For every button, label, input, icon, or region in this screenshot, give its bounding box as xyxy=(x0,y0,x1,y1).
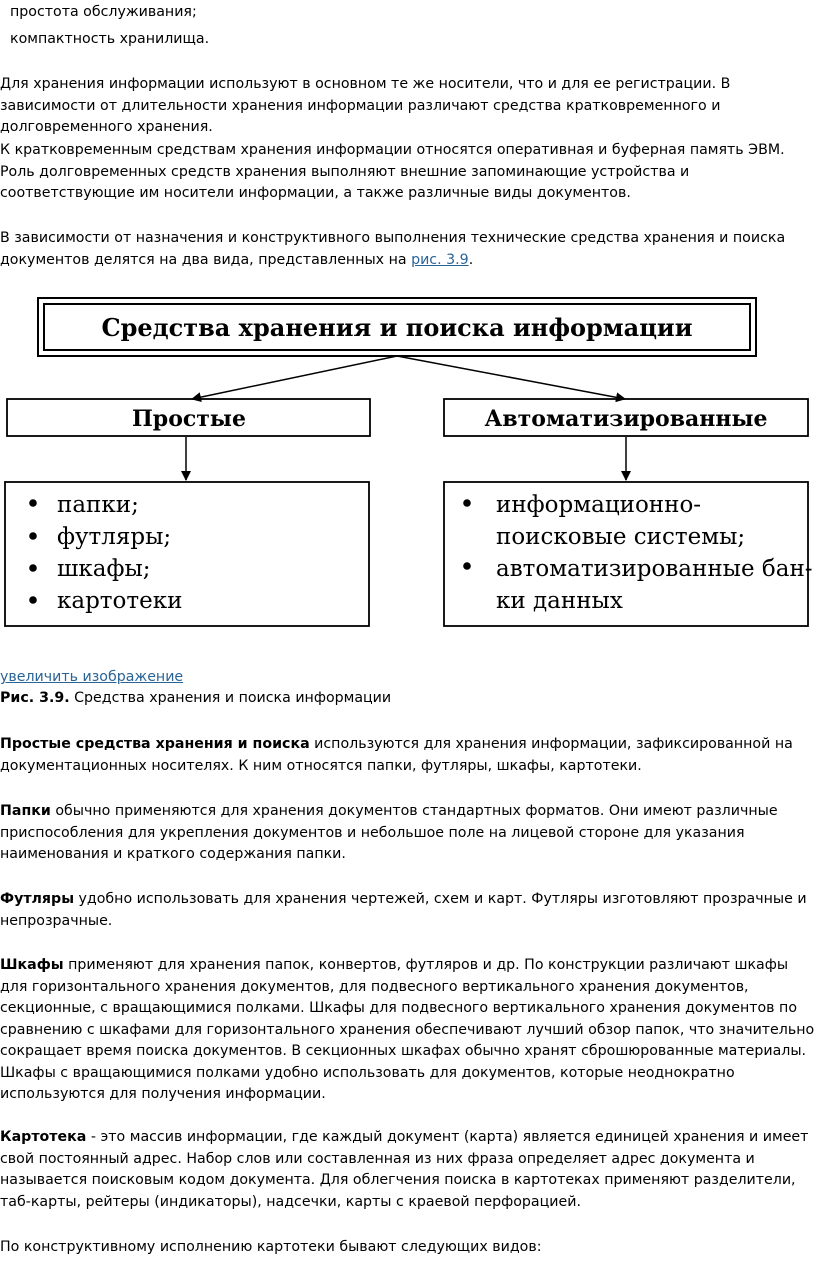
bullet-icon xyxy=(463,562,471,570)
paragraph-cabinets: Шкафы применяют для хранения папок, конвертов, футляров и др. По конструкции различают шкафы для горизонтального хранения документов, для подвесного вертикального хранения документов, секционные, с вращающимися полками. Шкафы для подвесного вертикального хранения документов по сравнению с шкафами для горизонтального хранения обеспечивают лучший обзор папок, что значительно сокращает время поиска документов. В секционных шкафах обычно хранят сброшюрованные материалы. Шкафы с вращающимися полками удобно использовать для документов, которые неоднократно используются для получения информации. xyxy=(0,957,815,1102)
simple-title: Простые xyxy=(132,406,246,432)
bullet-icon xyxy=(29,564,37,572)
paragraph-card-index: Картотека - это массив информации, где каждый документ (карта) является единицей хранения и имеет свой постоянный адрес. Набор слов или составленная из них фраза определяет адрес документа и называется поисковым кодом документа. Для облегчения поиска в картотеках применяют разделители, таб-карты, рейтеры (индикаторы), надсечки, карты с краевой перфорацией. xyxy=(0,1129,809,1210)
bullet-icon xyxy=(29,596,37,604)
automated-item: информационно- xyxy=(496,492,702,518)
arrow-to-automated xyxy=(397,356,625,399)
automated-item: автоматизированные бан- xyxy=(496,556,813,582)
list-item: простота обслуживания; xyxy=(10,4,197,20)
paragraph-storage-media: Для хранения информации используют в основном те же носители, что и для ее регистрации. В зависимости от длительности хранения информации различают средства кратковременного и долговременного хранения. xyxy=(0,76,731,135)
diagram-title: Средства хранения и поиска информации xyxy=(101,313,693,342)
simple-item: шкафы; xyxy=(57,556,151,582)
automated-item: ки данных xyxy=(496,588,623,614)
list-item: компактность хранилища. xyxy=(10,31,210,47)
automated-title: Автоматизированные xyxy=(484,406,768,432)
arrow-to-simple xyxy=(192,356,397,399)
bullet-icon xyxy=(29,499,37,507)
enlarge-row xyxy=(0,667,816,689)
bullet-icon xyxy=(463,499,471,507)
simple-item: папки; xyxy=(57,492,139,518)
paragraph-short-term: К кратковременным средствам хранения информации относятся оперативная и буферная память ЭВМ. Роль долговременных средств хранения выполняют внешние запоминающие устройства и соответствующие им носители информации, а также различные виды документов. xyxy=(0,142,785,201)
storage-means-diagram xyxy=(0,290,816,635)
enlarge-image-link[interactable]: увеличить изображение xyxy=(0,669,184,685)
paragraph-types: В зависимости от назначения и конструктивного выполнения технические средства хранения и поиска документов делятся на два вида, представленных на рис. 3.9. xyxy=(0,230,786,268)
bullet-icon xyxy=(29,532,37,540)
automated-item: поисковые системы; xyxy=(496,524,746,550)
simple-item: картотеки xyxy=(57,588,183,614)
paragraph-simple-means: Простые средства хранения и поиска используются для хранения информации, зафиксированной на документационных носителях. К ним относятся папки, футляры, шкафы, картотеки. xyxy=(0,736,793,774)
figure-caption: Рис. 3.9. Средства хранения и поиска информации xyxy=(0,690,392,706)
paragraph-card-index-kinds: По конструктивному исполнению картотеки бывают следующих видов: xyxy=(0,1239,542,1255)
simple-item: футляры; xyxy=(57,524,172,550)
figure-link[interactable]: рис. 3.9 xyxy=(411,251,469,268)
paragraph-cases: Футляры удобно использовать для хранения чертежей, схем и карт. Футляры изготовляют прозрачные и непрозрачные. xyxy=(0,891,807,929)
paragraph-folders: Папки обычно применяются для хранения документов стандартных форматов. Они имеют различные приспособления для укрепления документов и небольшое поле на лицевой стороне для указания наименования и краткого содержания папки. xyxy=(0,803,778,862)
caption-label: Рис. 3.9. xyxy=(0,690,70,706)
